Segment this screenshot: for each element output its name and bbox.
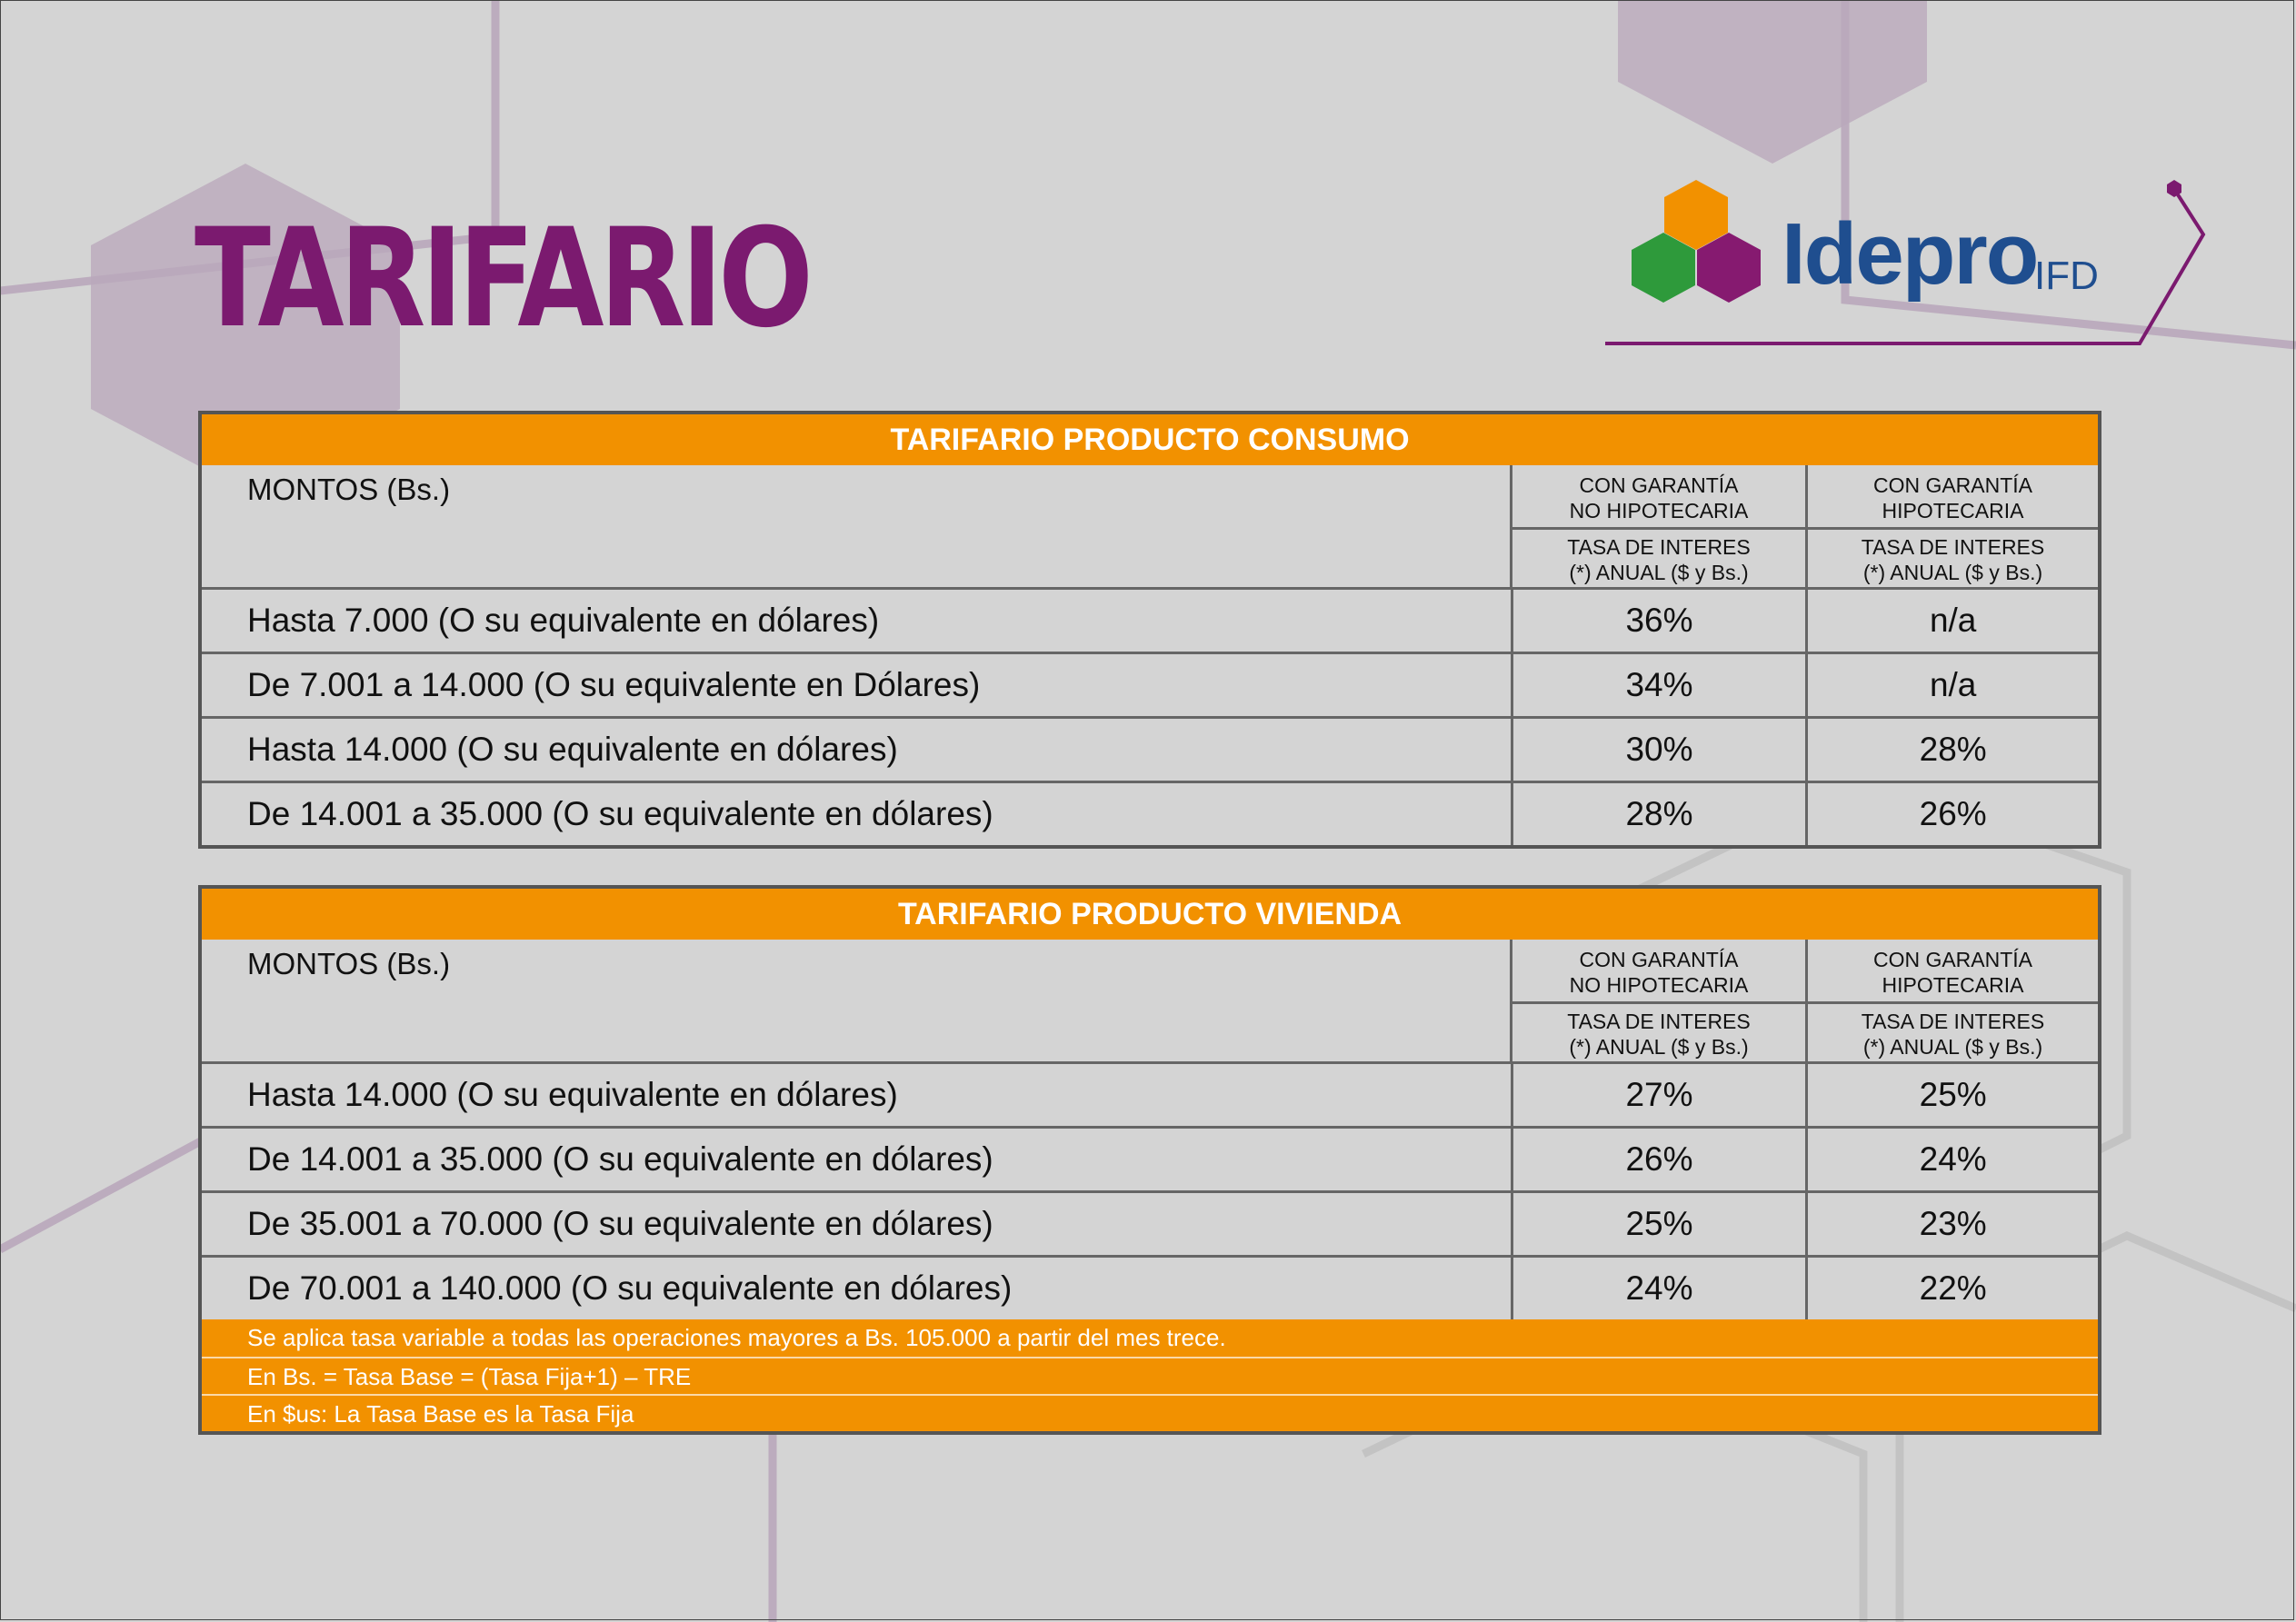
rate-no-hipotecaria: 27% (1625, 1076, 1693, 1113)
rate-no-hipotecaria: 26% (1625, 1140, 1693, 1178)
column-header-hipotecaria (1805, 940, 2098, 1061)
header-line: NO HIPOTECARIA (1569, 499, 1749, 522)
header-line: TASA DE INTERES (1861, 1010, 2045, 1033)
rate-hipotecaria: 26% (1805, 783, 2098, 845)
table-row (202, 716, 2098, 781)
header-line: TASA DE INTERES (1567, 1010, 1751, 1033)
column-header-montos: MONTOS (Bs.) (202, 940, 1512, 1061)
notes-block (202, 1319, 2098, 1431)
row-label: De 14.001 a 35.000 (O su equivalente en dólares) (202, 1129, 1513, 1190)
rate-hipotecaria: 23% (1805, 1193, 2098, 1255)
header-line: CON GARANTÍA (1579, 473, 1739, 497)
header-line: HIPOTECARIA (1882, 499, 2024, 522)
header-line: (*) ANUAL ($ y Bs.) (1569, 1035, 1749, 1059)
rate-no-hipotecaria: 30% (1625, 731, 1693, 768)
row-label: De 14.001 a 35.000 (O su equivalente en dólares) (202, 783, 1513, 845)
rate-hipotecaria: 28% (1805, 719, 2098, 781)
header-line: NO HIPOTECARIA (1569, 973, 1749, 997)
header-line: TASA DE INTERES (1567, 535, 1751, 559)
logo-suffix: IFD (2034, 254, 2099, 298)
header-line: CON GARANTÍA (1872, 948, 2033, 971)
header-line: CON GARANTÍA (1579, 948, 1739, 971)
rate-no-hipotecaria: 34% (1625, 666, 1693, 703)
column-header-no-hipotecaria (1512, 465, 1805, 587)
row-label: Hasta 14.000 (O su equivalente en dólares) (202, 719, 1513, 781)
header-line: (*) ANUAL ($ y Bs.) (1862, 1035, 2043, 1059)
row-label: De 70.001 a 140.000 (O su equivalente en dólares) (202, 1258, 1513, 1319)
header-line: (*) ANUAL ($ y Bs.) (1862, 561, 2043, 584)
header-line: CON GARANTÍA (1872, 473, 2033, 497)
header-line: (*) ANUAL ($ y Bs.) (1569, 561, 1749, 584)
row-label: Hasta 7.000 (O su equivalente en dólares) (202, 590, 1513, 652)
rate-hipotecaria: 25% (1805, 1064, 2098, 1126)
column-header-no-hipotecaria (1512, 940, 1805, 1061)
row-label: Hasta 14.000 (O su equivalente en dólares) (202, 1064, 1513, 1126)
table-header-row (202, 940, 2098, 1061)
note-variable-rate: Se aplica tasa variable a todas las operaciones mayores a Bs. 105.000 a partir del mes trece. (247, 1324, 1226, 1351)
rate-no-hipotecaria: 24% (1625, 1269, 1693, 1307)
column-header-hipotecaria (1805, 465, 2098, 587)
note-bs-rate: En Bs. = Tasa Base = (Tasa Fija+1) – TRE (202, 1357, 2098, 1394)
header-line: HIPOTECARIA (1882, 973, 2024, 997)
table-row (202, 1255, 2098, 1319)
row-label: De 7.001 a 14.000 (O su equivalente en Dólares) (202, 654, 1513, 716)
table-title: TARIFARIO PRODUCTO VIVIENDA (202, 889, 2098, 940)
table-vivienda (198, 885, 2101, 1435)
table-row (202, 1061, 2098, 1126)
table-row (202, 781, 2098, 845)
logo-wordmark: Idepro (1782, 205, 2038, 303)
row-label: De 35.001 a 70.000 (O su equivalente en dólares) (202, 1193, 1513, 1255)
header-line: TASA DE INTERES (1861, 535, 2045, 559)
table-header-row (202, 465, 2098, 587)
column-header-montos: MONTOS (Bs.) (202, 465, 1512, 587)
table-row (202, 587, 2098, 652)
rate-hipotecaria: n/a (1805, 590, 2098, 652)
rate-no-hipotecaria: 36% (1625, 602, 1693, 639)
rate-hipotecaria: 22% (1805, 1258, 2098, 1319)
table-consumo (198, 411, 2101, 849)
table-row (202, 1190, 2098, 1255)
rate-hipotecaria: 24% (1805, 1129, 2098, 1190)
table-row (202, 652, 2098, 716)
table-title: TARIFARIO PRODUCTO CONSUMO (202, 414, 2098, 465)
rate-no-hipotecaria: 28% (1625, 795, 1693, 832)
rate-hipotecaria: n/a (1805, 654, 2098, 716)
page-title: TARIFARIO (195, 200, 809, 358)
note-usd-rate: En $us: La Tasa Base es la Tasa Fija (202, 1394, 2098, 1431)
rate-no-hipotecaria: 25% (1625, 1205, 1693, 1242)
table-row (202, 1126, 2098, 1190)
